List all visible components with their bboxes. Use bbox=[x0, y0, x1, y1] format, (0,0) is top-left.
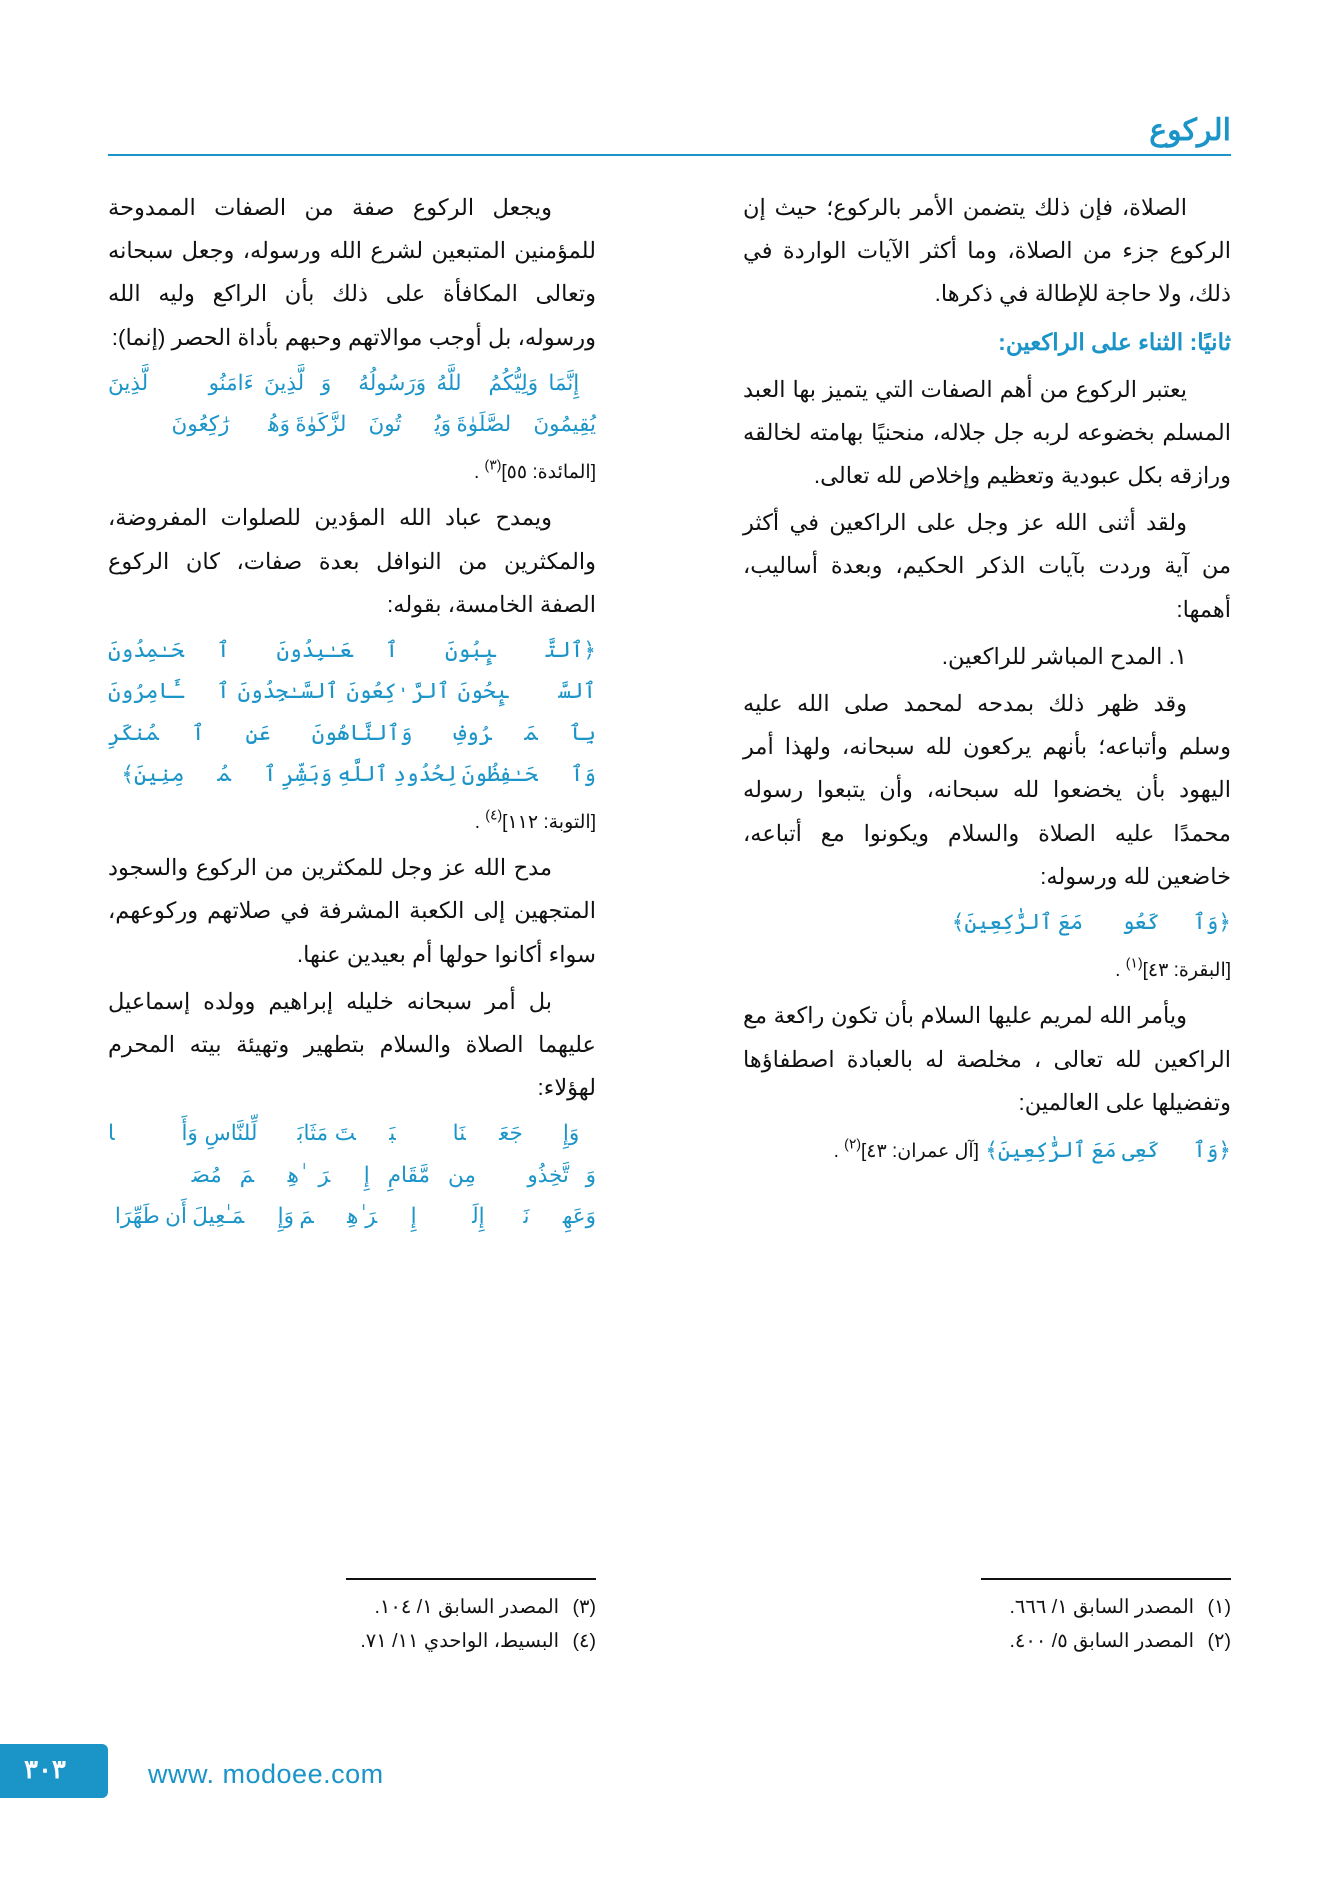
period: . bbox=[473, 462, 485, 484]
footnote-item bbox=[108, 1624, 596, 1658]
verse-reference: [البقرة: ٤٣] bbox=[1142, 960, 1231, 982]
paragraph: ويمدح عباد الله المؤدين للصلوات المفروضة، والمكثرين من النوافل بعدة صفات، كان الركوع الصفة الخامسة، بقوله: bbox=[108, 505, 596, 617]
list-item: ١. المدح المباشر للراكعين. bbox=[941, 643, 1187, 669]
section-heading: ثانيًا: الثناء على الراكعين: bbox=[998, 328, 1231, 355]
quran-citation bbox=[108, 799, 596, 842]
footnotes-left bbox=[108, 1578, 596, 1658]
paragraph: مدح الله عز وجل للمكثرين من الركوع والسجود المتجهين إلى الكعبة المشرفة في صلاتهم وركوعهم، سواء أكانوا حولها أم بعيدين عنها. bbox=[108, 855, 596, 967]
footnote-number: (١) bbox=[1207, 1595, 1231, 1618]
period: . bbox=[1115, 960, 1126, 982]
paragraph: الصلاة، فإن ذلك يتضمن الأمر بالركوع؛ حيث إن الركوع جزء من الصلاة، وما أكثر الآيات الواردة في ذلك، ولا حاجة للإطالة في ذكرها. bbox=[743, 195, 1231, 307]
footnote-divider bbox=[346, 1578, 596, 1580]
footnote-text: البسيط، الواحدي ١١/ ٧١. bbox=[360, 1629, 560, 1652]
footnotes-right bbox=[743, 1578, 1231, 1658]
footnote-number: (٣) bbox=[572, 1595, 596, 1618]
footnote-number: (٤) bbox=[572, 1629, 596, 1652]
quran-quote: ﴿ٱلتَّـٰۤىِٕبُونَ ٱلۡعَـٰبِدُونَ ٱلۡحَـٰمِدُونَ ٱلسَّـٰۤىِٕحُونَ ٱلرَّ ٰكِعُونَ ٱلسَّـٰجِدُونَ ٱلۡـَٔامِرُونَ بِٱلۡمَعۡرُوفِ وَٱلنَّاهُونَ عَنِ ٱلۡمُنكَرِ وَٱلۡحَـٰفِظُونَ لِحُدُودِ ٱللَّهِ وَبَشِّرِ ٱلۡمُؤۡمِنِینَ﴾ bbox=[108, 638, 596, 786]
period: . bbox=[833, 1140, 845, 1162]
page-number: ٣٠٣ bbox=[24, 1754, 66, 1784]
paragraph: وقد ظهر ذلك بمدحه لمحمد صلى الله عليه وسلم وأتباعه؛ بأنهم يركعون لله سبحانه، ولهذا أمر اليهود بأن يخضعوا لله سبحانه، وأن يتبعوا رسوله محمدًا عليه الصلاة والسلام ويكونوا مع أتباعه، خاضعين لله ورسوله: bbox=[743, 691, 1231, 889]
verse-reference: [التوبة: ١١٢] bbox=[502, 812, 596, 834]
footnote-marker: (٣) bbox=[484, 456, 502, 473]
quran-quote: ﴿وَٱرۡكَعِی مَعَ ٱلرَّٰكِعِینَ﴾ bbox=[985, 1137, 1231, 1162]
footnote-text: المصدر السابق ١/ ١٠٤. bbox=[374, 1595, 560, 1618]
paragraph: ويأمر الله لمريم عليها السلام بأن تكون راكعة مع الراكعين لله تعالى ، مخلصة له بالعبادة اصطفاؤها وتفضيلها على العالمين: bbox=[743, 1003, 1231, 1115]
quran-citation bbox=[108, 449, 596, 492]
quran-citation bbox=[743, 947, 1231, 990]
page-title: الركوع bbox=[1149, 114, 1231, 147]
footnote-divider bbox=[981, 1578, 1231, 1580]
footnote-item bbox=[108, 1590, 596, 1624]
verse-reference: [المائدة: ٥٥] bbox=[501, 462, 596, 484]
footnote-item bbox=[743, 1590, 1231, 1624]
website-url[interactable]: www. modoee.com bbox=[148, 1759, 384, 1789]
paragraph: ولقد أثنى الله عز وجل على الراكعين في أكثر من آية وردت بآيات الذكر الحكيم، وبعدة أساليب، أهمها: bbox=[743, 510, 1231, 622]
quran-quote-line bbox=[743, 1128, 1231, 1171]
verse-reference: [آل عمران: ٤٣] bbox=[861, 1140, 979, 1162]
quran-quote: ﴿وَٱرۡكَعُوا۟ مَعَ ٱلرَّٰكِعِینَ﴾ bbox=[951, 909, 1231, 934]
footnote-text: المصدر السابق ٥/ ٤٠٠. bbox=[1009, 1629, 1195, 1652]
quran-quote: ﴿وَإِذۡ جَعَلۡنَا ٱلۡبَیۡتَ مَثَابَةࣰ لِّلنَّاسِ وَأَمۡنࣰا وَٱتَّخِذُوا۟ مِن مَّقَامِ إِبۡرَ ٰهِـۧمَ مُصَلࣰّىۖ وَعَهِدۡنَاۤ إِلَىٰۤ إِبۡرَ ٰهِـۧمَ وَإِسۡمَـٰعِیلَ أَن طَهِّرَا bbox=[108, 1121, 596, 1228]
footnote-item bbox=[743, 1624, 1231, 1658]
text-column-left bbox=[108, 186, 596, 1241]
footnote-marker: (٢) bbox=[844, 1135, 862, 1152]
footnote-number: (٢) bbox=[1207, 1629, 1231, 1652]
paragraph: بل أمر سبحانه خليله إبراهيم وولده إسماعيل عليهما الصلاة والسلام بتطهير وتهيئة بيته المحرم لهؤلاء: bbox=[108, 988, 596, 1101]
footnote-text: المصدر السابق ١/ ٦٦٦. bbox=[1009, 1595, 1195, 1618]
paragraph: ويجعل الركوع صفة من الصفات الممدوحة للمؤمنين المتبعين لشرع الله ورسوله، وجعل سبحانه وتعالى المكافأة على ذلك بأن الراكع وليه الله ورسوله، بل أوجب موالاتهم وحبهم بأداة الحصر (إنما): bbox=[108, 195, 596, 350]
footnote-marker: (١) bbox=[1125, 954, 1143, 971]
period: . bbox=[474, 812, 486, 834]
header-divider bbox=[108, 154, 1231, 156]
paragraph: يعتبر الركوع من أهم الصفات التي يتميز بها العبد المسلم بخضوعه لربه جل جلاله، منحنيًا بهامته لخالقه ورازقه بكل عبودية وتعظيم وإخلاص لله تعالى. bbox=[743, 376, 1231, 489]
quran-quote: ﴿إِنَّمَا وَلِیُّكُمُ ٱللَّهُ وَرَسُولُهُۥ وَٱلَّذِینَ ءَامَنُوا۟ ٱلَّذِینَ یُقِیمُونَ ٱلصَّلَوٰةَ وَیُؤۡتُونَ ٱلزَّكَوٰةَ وَهُمۡ رَٰكِعُونَ﴾ bbox=[108, 370, 596, 437]
text-column-right bbox=[743, 186, 1231, 1175]
footnote-marker: (٤) bbox=[485, 806, 503, 823]
page-header bbox=[108, 114, 1231, 164]
